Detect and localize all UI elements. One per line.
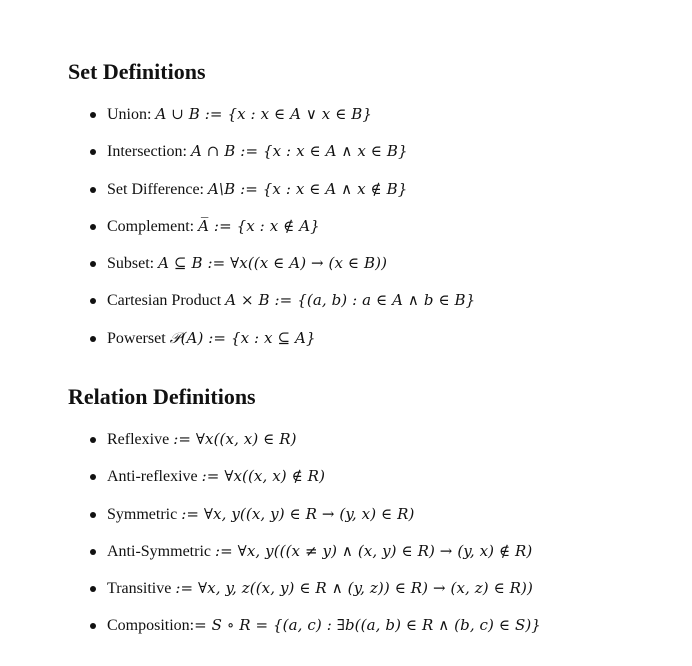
set-definitions-list bbox=[0, 103, 475, 364]
list-item-powerset bbox=[0, 327, 475, 364]
bullet-icon bbox=[90, 549, 96, 555]
bullet-icon bbox=[90, 149, 96, 155]
bullet-icon bbox=[90, 512, 96, 518]
list-item-symmetric bbox=[0, 503, 541, 540]
item-formula: A ∩ B := {x : x ∈ A ∧ x ∈ B} bbox=[190, 142, 408, 161]
item-label: Symmetric bbox=[107, 505, 182, 523]
bullet-icon bbox=[90, 474, 96, 480]
item-label: Anti-Symmetric bbox=[107, 542, 215, 560]
list-item-complement bbox=[0, 215, 475, 252]
list-item-set-difference bbox=[0, 178, 475, 215]
list-item-transitive bbox=[0, 577, 541, 614]
item-formula: := ∀x, y(((x ≠ y) ∧ (x, y) ∈ R) → (y, x) ∉ R) bbox=[214, 541, 533, 560]
item-formula: A ∪ B := {x : x ∈ A ∨ x ∈ B} bbox=[155, 105, 373, 123]
item-formula: := ∀x, y((x, y) ∈ R → (y, x) ∈ R) bbox=[181, 504, 415, 523]
bullet-icon bbox=[90, 298, 96, 304]
item-label: Complement: bbox=[107, 217, 199, 235]
relation-definitions-list bbox=[0, 428, 541, 652]
list-item-anti-symmetric bbox=[0, 540, 541, 577]
item-formula: 𝒫(A) := {x : x ⊆ A} bbox=[169, 328, 316, 347]
item-label: Cartesian Product bbox=[107, 292, 226, 310]
section-title-set-definitions: Set Definitions bbox=[68, 59, 206, 84]
list-item-anti-reflexive bbox=[0, 465, 541, 502]
bullet-icon bbox=[90, 187, 96, 193]
bullet-icon bbox=[90, 623, 96, 629]
item-formula: A ⊆ B := ∀x((x ∈ A) → (x ∈ B)) bbox=[158, 254, 388, 273]
item-label: Union: bbox=[107, 106, 156, 123]
bullet-icon bbox=[90, 336, 96, 342]
list-item-union bbox=[0, 103, 475, 140]
item-formula: := ∀x, y, z((x, y) ∈ R ∧ (y, z)) ∈ R) → (x, z) ∈ R)) bbox=[175, 579, 533, 598]
item-label: Reflexive bbox=[107, 431, 174, 448]
list-item-composition bbox=[0, 614, 541, 651]
list-item-cartesian-product bbox=[0, 289, 475, 326]
item-formula: A\B := {x : x ∈ A ∧ x ∉ B} bbox=[208, 179, 408, 198]
list-item-reflexive bbox=[0, 428, 541, 465]
item-formula: := ∀x((x, x) ∉ R) bbox=[201, 467, 326, 486]
bullet-icon bbox=[90, 261, 96, 267]
bullet-icon bbox=[90, 586, 96, 592]
section-title-relation-definitions: Relation Definitions bbox=[68, 384, 256, 409]
item-formula: A̅ := {x : x ∉ A} bbox=[198, 216, 320, 235]
list-item-intersection bbox=[0, 140, 475, 177]
list-item-subset bbox=[0, 252, 475, 289]
item-label: Subset: bbox=[107, 255, 159, 273]
bullet-icon bbox=[90, 437, 96, 443]
item-label: Intersection: bbox=[107, 143, 191, 161]
item-label: Set Difference: bbox=[107, 180, 208, 198]
bullet-icon bbox=[90, 112, 96, 118]
item-label: Transitive bbox=[107, 580, 176, 598]
item-label: Anti-reflexive bbox=[107, 468, 202, 486]
item-label: Composition: bbox=[107, 617, 195, 635]
bullet-icon bbox=[90, 224, 96, 230]
item-formula: A × B := {(a, b) : a ∈ A ∧ b ∈ B} bbox=[225, 291, 476, 310]
item-formula: := ∀x((x, x) ∈ R) bbox=[173, 430, 297, 448]
item-label: Powerset bbox=[107, 329, 170, 347]
item-formula: = S ∘ R = {(a, c) : ∃b((a, b) ∈ R ∧ (b, c) ∈ S)} bbox=[194, 616, 541, 635]
